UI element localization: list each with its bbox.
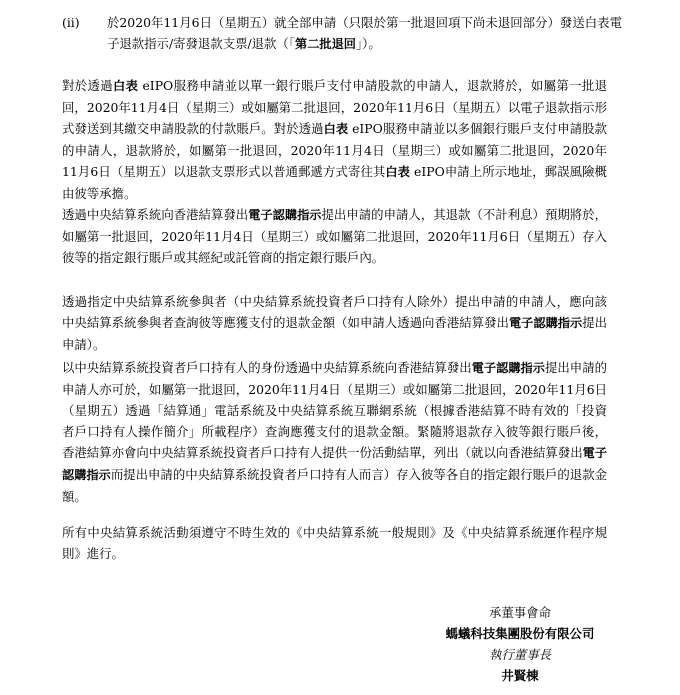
signature-block	[420, 602, 620, 686]
company-name: 螞蟻科技集團股份有限公司	[445, 626, 595, 641]
signatory-title: 執行董事長	[489, 647, 551, 662]
signatory-name: 井賢棟	[501, 668, 539, 683]
refund-item-ii	[62, 12, 622, 55]
paragraph-electronic-instruction-refund: 透過中央結算系統向香港結算發出電子認購指示提出申請的申請人，其退款（不計利息）預期將於，如屬第一批退回，2020年11月4日（星期三）或如屬第二批退回，2020年11月6日（星期五）存入彼等的指定銀行賬戶或其經紀或託管商的指定銀行賬戶內。	[62, 207, 608, 265]
paragraph-white-form-eipo-refund: 對於透過白表 eIPO服務申請並以單一銀行賬戶支付申請股款的申請人，退款將於，如屬第一批退回，2020年11月4日（星期三）或如屬第二批退回，2020年11月6日（星期五）以電子退款指示形式發送到其繳交申請股款的付款賬戶。對於透過白表 eIPO服務申請並以多個銀行賬戶支付申請股款的申請人，退款將於，如屬第一批退回，2020年11月4日（星期三）或如屬第二批退回，2020年11月6日（星期五）以退款支票形式以普通郵遞方式寄往其白表 eIPO申請上所示地址，郵誤風險概由彼等承擔。	[62, 78, 608, 201]
second-batch-term: 第二批退回	[295, 37, 356, 51]
paragraph-ccass-investor-refund: 以中央結算系統投資者戶口持有人的身份透過中央結算系統向香港結算發出電子認購指示提出申請的申請人亦可於，如屬第一批退回，2020年11月4日（星期三）或如屬第二批退回，2020年11月6日（星期五）透過「結算通」電話系統及中央結算系統互聯網系統（根據香港結算不時有效的「投資者戶口持有人操作簡介」所載程序）查詢應獲支付的退款金額。緊隨將退款存入彼等銀行賬戶後，香港結算亦會向中央結算系統投資者戶口持有人提供一份活動結單，列出（就以向香港結算發出電子認購指示而提出申請的中央結算系統投資者戶口持有人而言）存入彼等各自的指定銀行賬戶的退款金額。	[62, 360, 608, 504]
signature-by-order: 承董事會命	[489, 605, 551, 620]
paragraph-ccass-rules: 所有中央結算系統活動須遵守不時生效的《中央結算系統一般規則》及《中央結算系統運作程序規則》進行。	[62, 525, 607, 561]
item-marker: (ii)	[62, 15, 80, 30]
item-ii-text: 於2020年11月6日（星期五）就全部申請（只限於第一批退回項下尚未退回部分）發送白表電子退款指示/寄發退款支票/退款（「第二批退回」）。	[107, 15, 622, 51]
paragraph-ccass-participant-refund: 透過指定中央結算系統參與者（中央結算系統投資者戶口持有人除外）提出申請的申請人，應向該中央結算系統參與者查詢彼等應獲支付的退款金額（如申請人透過向香港結算發出電子認購指示提出申請）。	[62, 294, 608, 352]
